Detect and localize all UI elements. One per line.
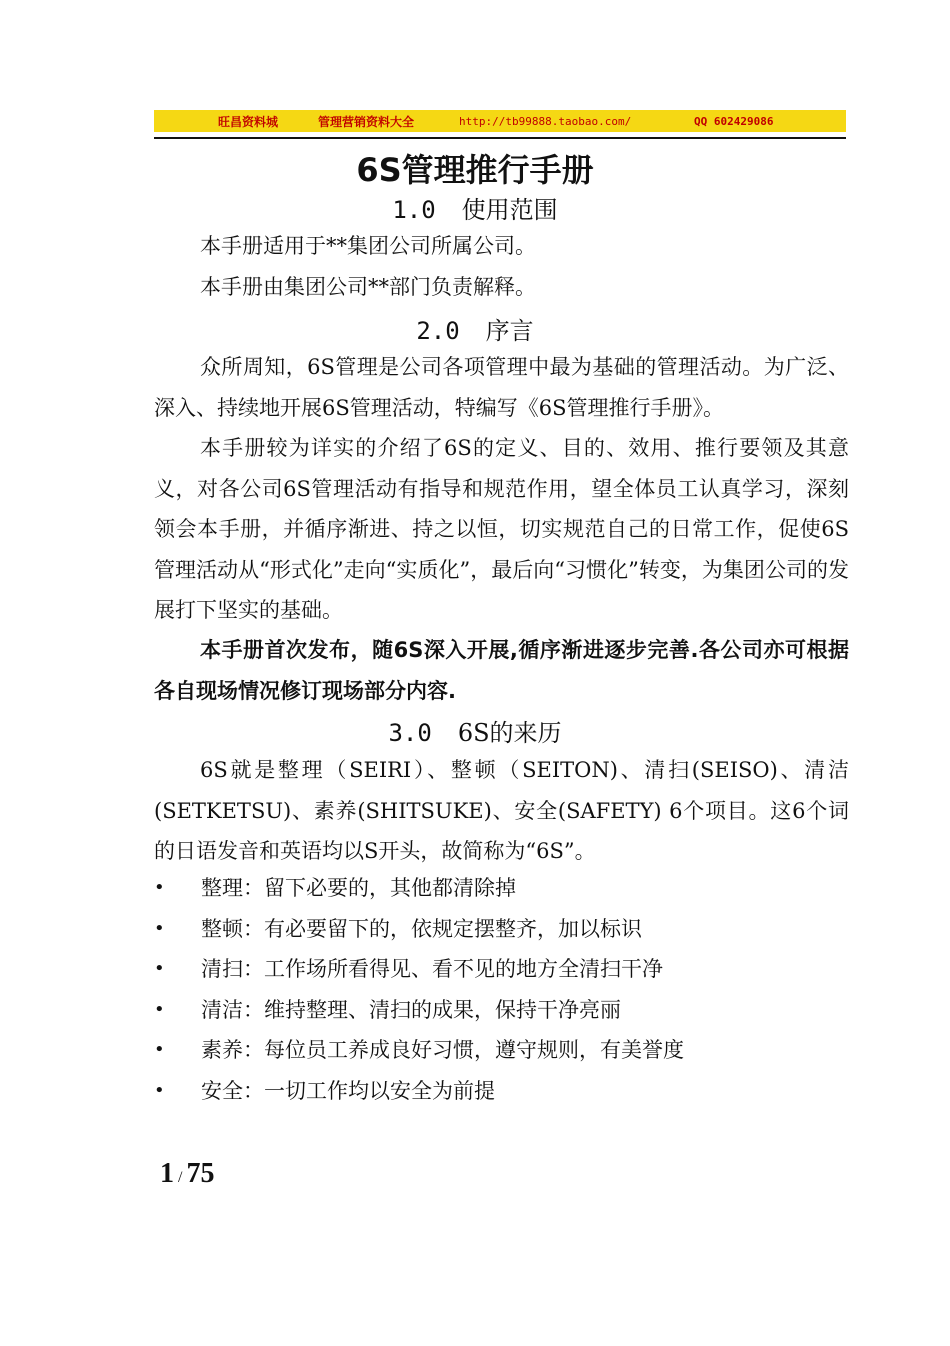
section-3-paragraph-1: 6S就是整理（SEIRI）、整顿（SEITON)、清扫(SEISO)、清洁(SETKETSU)、素养(SHITSUKE)、安全(SAFETY) 6个项目。这6个词的日语发音和英语均以S开头，故简称为“6S”。 [154, 758, 849, 863]
page-separator: / [178, 1169, 183, 1186]
header-rule [154, 137, 846, 139]
list-item-text: 安全：一切工作均以安全为前提 [201, 1078, 495, 1103]
bullet-icon: • [154, 958, 165, 979]
section-1-title: 使用范围 [461, 196, 558, 224]
list-item-text: 清洁：维持整理、清扫的成果，保持干净亮丽 [201, 997, 621, 1022]
section-3-title: 6S的来历 [457, 719, 562, 747]
section-1-paragraph-2: 本手册由集团公司**部门负责解释。 [200, 275, 536, 299]
list-item-text: 素养：每位员工养成良好习惯，遵守规则，有美誉度 [201, 1038, 684, 1062]
bullet-icon: • [154, 1039, 165, 1060]
section-2-heading [0, 311, 950, 346]
bullet-icon: • [154, 877, 165, 898]
list-item [154, 868, 849, 909]
document-title: 6S管理推行手册 [356, 151, 594, 189]
header-category: 管理营销资料大全 [318, 114, 415, 129]
list-item [154, 949, 849, 990]
list-item [154, 909, 849, 950]
page-number [160, 1158, 214, 1190]
section-1-number: 1.0 [392, 196, 436, 224]
header-shop-name: 旺昌资料城 [218, 114, 279, 129]
six-s-list [154, 868, 849, 1111]
section-2-number: 2.0 [416, 317, 460, 345]
section-2-paragraph-2: 本手册较为详实的介绍了6S的定义、目的、效用、推行要领及其意义，对各公司6S管理活动有指导和规范作用，望全体员工认真学习，深刻领会本手册，并循序渐进、持之以恒，切实规范自己的日常工作，促使6S管理活动从“形式化”走向“实质化”，最后向“习惯化”转变，为集团公司的发展打下坚实的基础。 [154, 436, 849, 622]
section-2-title: 序言 [485, 317, 534, 345]
list-item [154, 1071, 849, 1112]
bullet-icon: • [154, 917, 165, 939]
list-item [154, 990, 849, 1031]
section-3-heading [0, 713, 950, 748]
list-item [154, 1030, 849, 1071]
header-qq: QQ 602429086 [694, 114, 774, 128]
bullet-icon: • [154, 998, 165, 1020]
list-item-text: 整顿：有必要留下的，依规定摆整齐，加以标识 [201, 916, 642, 941]
section-1-paragraph-1: 本手册适用于**集团公司所属公司。 [200, 234, 536, 258]
section-2-paragraph-1: 众所周知，6S管理是公司各项管理中最为基础的管理活动。为广泛、深入、持续地开展6S管理活动，特编写《6S管理推行手册》。 [154, 355, 849, 420]
header-url[interactable]: http://tb99888.taobao.com/ [459, 114, 632, 128]
section-3-number: 3.0 [388, 719, 432, 747]
section-1-heading [0, 190, 950, 225]
list-item-text: 整理：留下必要的，其他都清除掉 [201, 876, 516, 900]
section-2-paragraph-3: 本手册首次发布，随6S深入开展,循序渐进逐步完善.各公司亦可根据各自现场情况修订现场部分内容. [154, 638, 849, 703]
page-current: 1 [160, 1158, 174, 1189]
page-total: 75 [186, 1158, 215, 1189]
header-bar [154, 110, 846, 132]
bullet-icon: • [154, 1079, 165, 1101]
list-item-text: 清扫：工作场所看得见、看不见的地方全清扫干净 [201, 957, 663, 981]
